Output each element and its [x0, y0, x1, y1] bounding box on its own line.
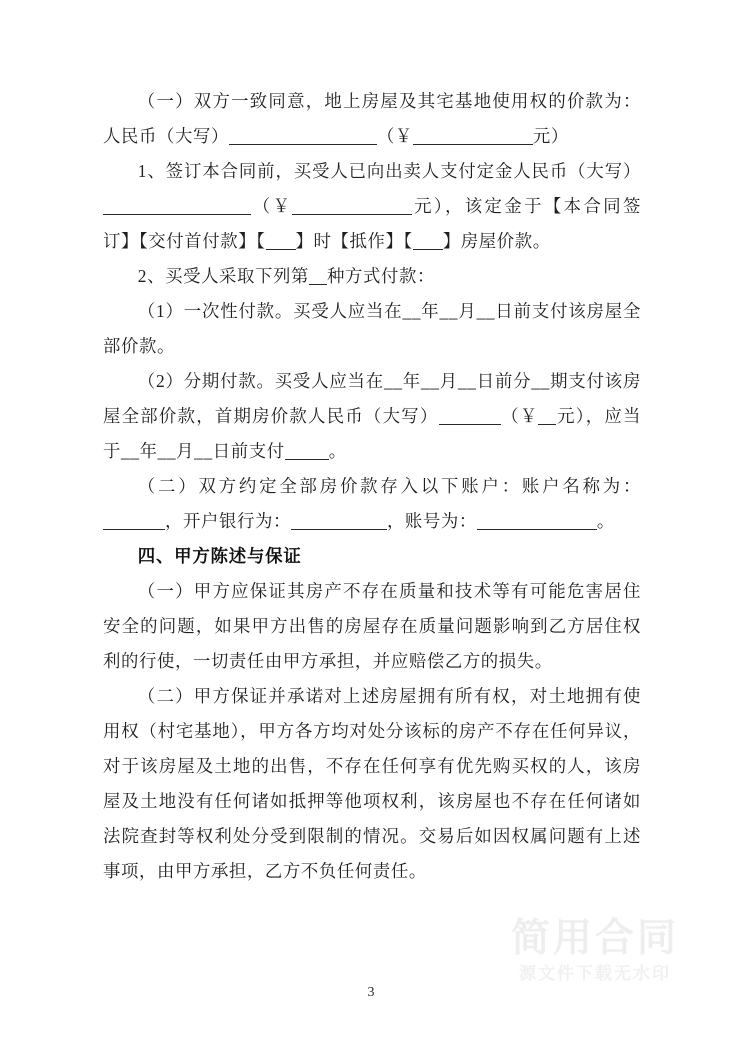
- paragraph-section-four-clause-two: （二）甲方保证并承诺对上述房屋拥有所有权，对土地拥有使用权（村宅基地），甲方各方均对处分该标的房产不存在任何异议，对于该房屋及土地的出售，不存在任何享有优先购买权的人，该房屋及土地没有任何诸如抵押等他项权利，该房屋也不存在任何诸如法院查封等权利处分受到限制的情况。交易后如因权属问题有上述事项，由甲方承担，乙方不负任何责任。: [103, 686, 641, 881]
- page-number: 3: [367, 985, 375, 1000]
- paragraph-account-details: [103, 469, 641, 539]
- deposit-bracket-end: 】房屋价款。: [442, 231, 551, 251]
- paragraph-installment-payment: [103, 364, 641, 469]
- installment-payment-target-blank[interactable]: [285, 445, 329, 460]
- installment-end: 。: [328, 441, 347, 461]
- paragraph-payment-method: [103, 259, 641, 294]
- price-currency-close: 元）: [532, 126, 569, 146]
- account-number-label: ，账号为：: [386, 511, 477, 531]
- account-bank-label: ，开户银行为：: [165, 511, 291, 531]
- installment-lead-text: （2）分期付款。买受人应当在__年__月__日前分__期支付该房屋全部价款，首期房价款人民币（大写）: [103, 371, 641, 426]
- deposit-bracket-mid: 】时【抵作】【: [295, 231, 413, 251]
- deposit-amount-words-blank[interactable]: [103, 200, 251, 215]
- deposit-amount-digits-blank[interactable]: [292, 200, 412, 215]
- deposit-offset-blank[interactable]: [413, 235, 443, 250]
- price-clause-lead-text: （一）双方一致同意，地上房屋及其宅基地使用权的价款为：人民币（大写）: [103, 91, 641, 146]
- document-body: [103, 84, 641, 889]
- price-amount-words-blank[interactable]: [229, 130, 377, 145]
- section-heading-four: 四、甲方陈述与保证: [137, 546, 302, 566]
- deposit-clause-lead-text: 1、签订本合同前，买受人已向出卖人支付定金人民币（大写）: [137, 161, 641, 181]
- installment-currency-mid: 元），应当于__年__月__日前支付: [103, 406, 641, 461]
- deposit-timing-blank[interactable]: [266, 235, 296, 250]
- deposit-currency-close: 元），该定金于【本合同签订】【交付首付款】【: [103, 196, 641, 251]
- installment-first-amount-digits-blank[interactable]: [538, 410, 556, 425]
- account-end: 。: [596, 511, 615, 531]
- installment-first-amount-words-blank[interactable]: [439, 410, 501, 425]
- payment-method-number-blank[interactable]: [309, 270, 327, 285]
- watermark-sub-text: 源文件下载无水印: [519, 964, 671, 983]
- paragraph-deposit-clause: [103, 154, 641, 259]
- watermark: [470, 916, 720, 986]
- paragraph-section-four-clause-one: （一）甲方应保证其房产不存在质量和技术等有可能危害居住安全的问题，如果甲方出售的房屋存在质量问题影响到乙方居住权利的行使，一切责任由甲方承担，并应赔偿乙方的损失。: [103, 581, 641, 671]
- paragraph-price-clause: [103, 84, 641, 154]
- price-amount-digits-blank[interactable]: [413, 130, 533, 145]
- payment-method-tail-text: 种方式付款：: [327, 266, 435, 286]
- account-bank-blank[interactable]: [291, 515, 387, 530]
- account-number-blank[interactable]: [477, 515, 597, 530]
- watermark-main-text: 简用合同: [510, 917, 679, 960]
- account-lead-text: （二）双方约定全部房价款存入以下账户：账户名称为：: [137, 476, 641, 496]
- installment-currency-open: （￥: [500, 406, 539, 426]
- account-name-blank[interactable]: [103, 515, 165, 530]
- payment-method-lead-text: 2、买受人采取下列第: [137, 266, 310, 286]
- price-currency-open: （￥: [376, 126, 413, 146]
- deposit-currency-open: （￥: [251, 196, 293, 216]
- paragraph-lump-sum-payment: （1）一次性付款。买受人应当在__年__月__日前支付该房屋全部价款。: [103, 301, 641, 356]
